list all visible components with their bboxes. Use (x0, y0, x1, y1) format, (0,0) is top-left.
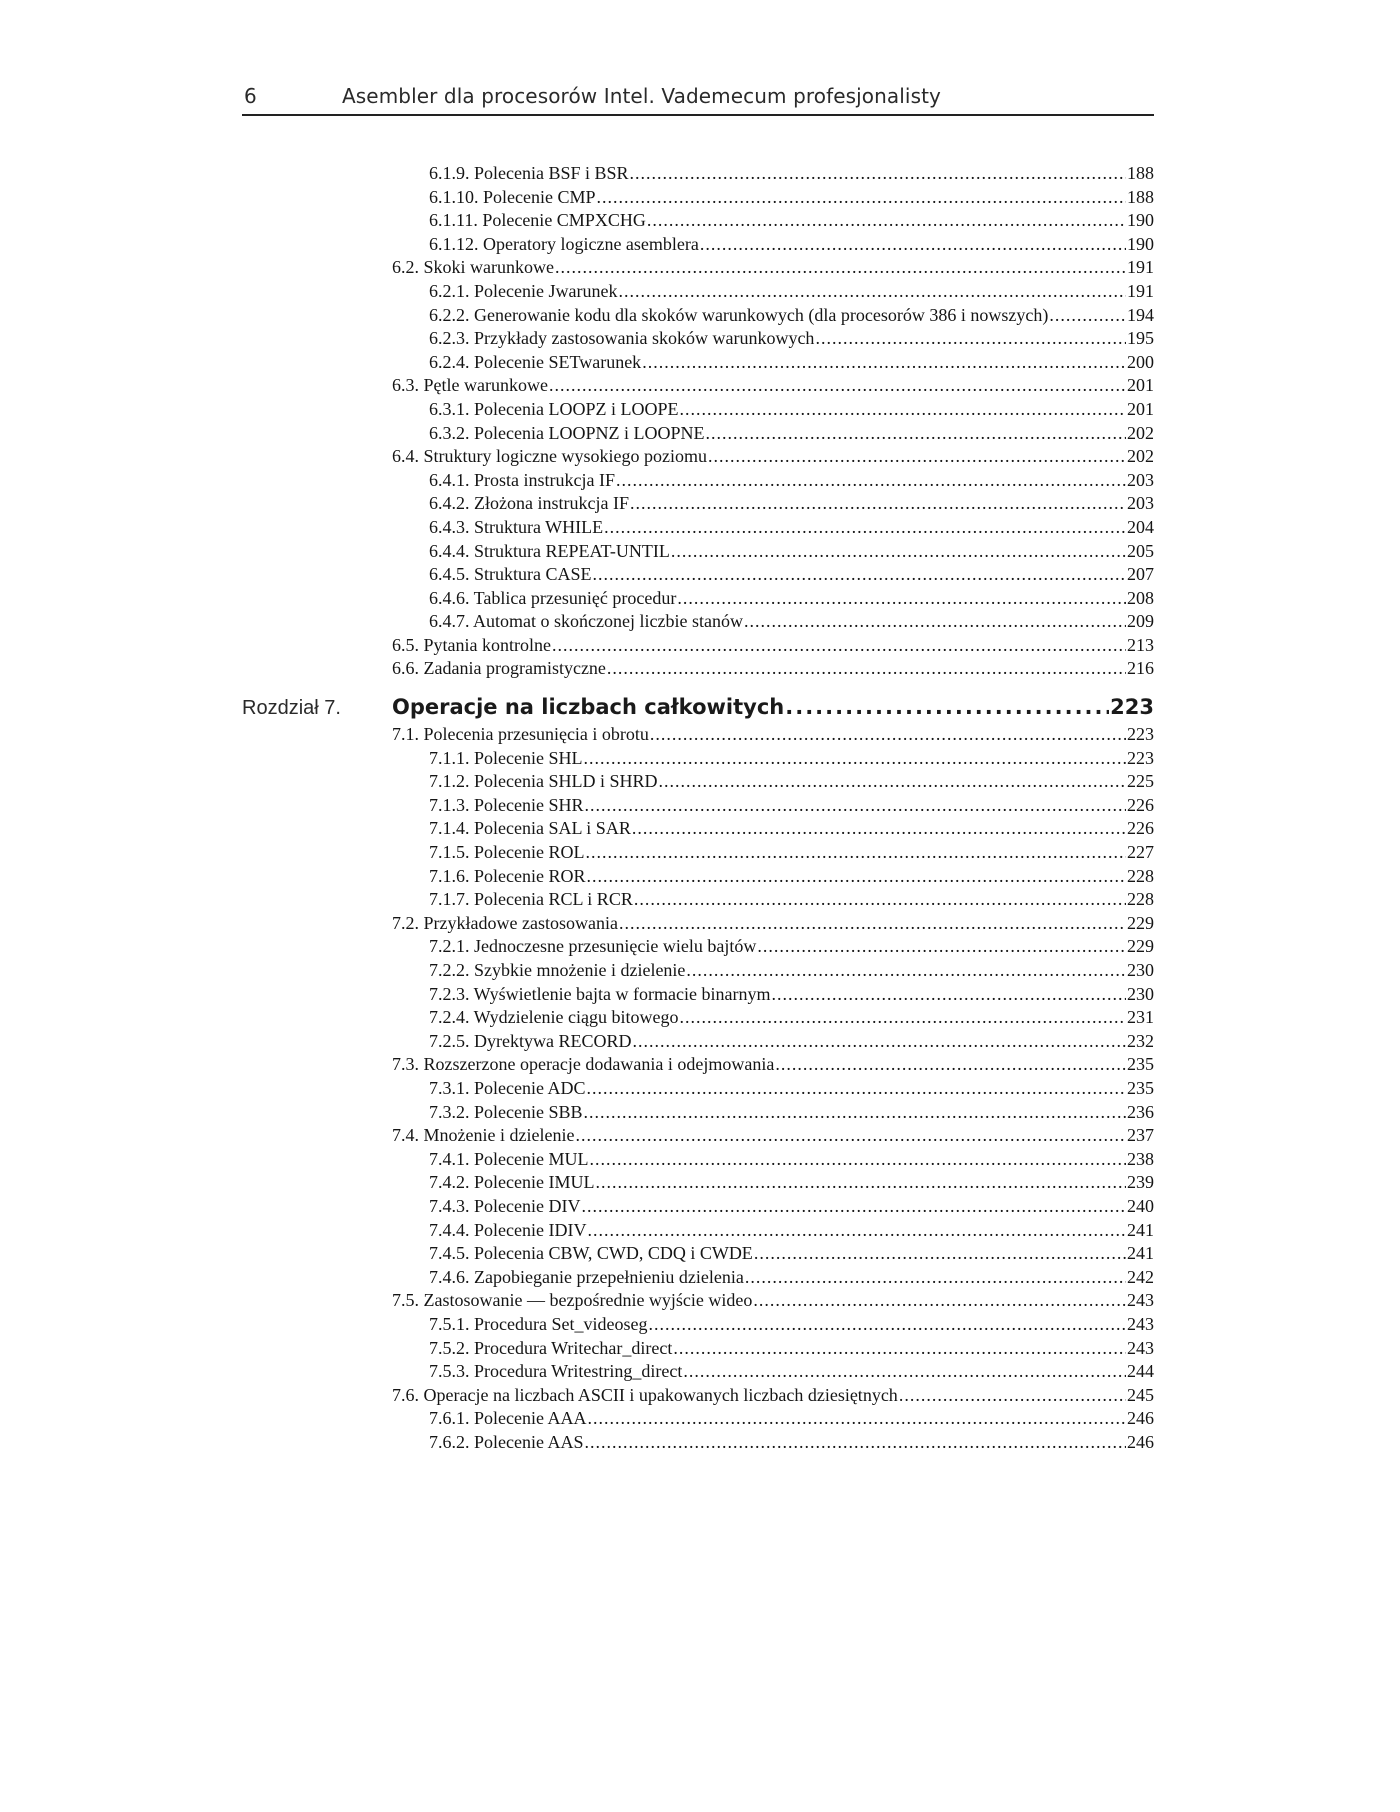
toc-subsection-row (242, 1431, 1154, 1455)
toc-page-number: 235 (1127, 1054, 1154, 1075)
toc-page-number: 204 (1127, 516, 1154, 537)
toc-entry-title: 6.2.1. Polecenie Jwarunek (429, 280, 618, 301)
toc-entry-title: 7.2.4. Wydzielenie ciągu bitowego (429, 1007, 679, 1028)
toc-entry-title: 7.5.1. Procedura Set_videoseg (429, 1313, 648, 1334)
toc-page-number: 223 (1110, 695, 1154, 720)
dot-leader (771, 983, 1126, 1007)
toc-subsection-row (242, 1101, 1154, 1125)
toc-subsection-row (242, 469, 1154, 493)
toc-page-number: 230 (1127, 983, 1154, 1004)
toc-entry-title: 7.4. Mnożenie i dzielenie (392, 1125, 575, 1146)
toc-subsection-row (242, 770, 1154, 794)
table-of-contents (242, 162, 1154, 1454)
dot-leader (586, 1077, 1126, 1101)
toc-page-number: 229 (1127, 912, 1154, 933)
toc-entry-title: 6.4. Struktury logiczne wysokiego poziomu (392, 446, 707, 467)
dot-leader (708, 445, 1126, 469)
toc-entry-title: 7.1.4. Polecenia SAL i SAR (429, 818, 631, 839)
toc-entry-title: 7.2.3. Wyświetlenie bajta w formacie binarnym (429, 983, 771, 1004)
toc-page-number: 208 (1127, 587, 1154, 608)
dot-leader (673, 1337, 1126, 1361)
toc-page-number: 203 (1127, 493, 1154, 514)
toc-subsection-row (242, 1313, 1154, 1337)
toc-page-number: 243 (1127, 1290, 1154, 1311)
toc-page-number: 200 (1127, 351, 1154, 372)
toc-subsection-row (242, 280, 1154, 304)
toc-subsection-row (242, 1148, 1154, 1172)
toc-entry-title: 7.1.6. Polecenie ROR (429, 865, 586, 886)
toc-section-row (242, 1053, 1154, 1077)
toc-subsection-row (242, 563, 1154, 587)
chapter-label: Rozdział 7. (242, 697, 341, 720)
toc-page-number: 245 (1127, 1384, 1154, 1405)
dot-leader (587, 1219, 1126, 1243)
toc-page-number: 188 (1127, 163, 1154, 183)
toc-page-number: 236 (1127, 1101, 1154, 1122)
dot-leader (593, 563, 1126, 587)
toc-page-number: 213 (1127, 634, 1154, 655)
toc-page-number: 207 (1127, 564, 1154, 585)
toc-page-number: 232 (1127, 1030, 1154, 1051)
toc-entry-title: 7.3.1. Polecenie ADC (429, 1077, 586, 1098)
toc-subsection-row (242, 304, 1154, 328)
dot-leader (583, 747, 1126, 771)
toc-page-number: 195 (1127, 328, 1154, 349)
toc-page-number: 240 (1127, 1195, 1154, 1216)
dot-leader (744, 610, 1126, 634)
toc-page-number: 188 (1127, 186, 1154, 207)
toc-entry-title: 6.3. Pętle warunkowe (392, 375, 548, 396)
toc-entry-title: 7.2.1. Jednoczesne przesunięcie wielu bajtów (429, 936, 757, 957)
dot-leader (671, 540, 1126, 564)
toc-page-number: 246 (1127, 1408, 1154, 1429)
page-number: 6 (244, 84, 257, 108)
toc-page-number: 201 (1127, 398, 1154, 419)
dot-leader (1049, 304, 1126, 328)
toc-page-number: 202 (1127, 422, 1154, 443)
toc-subsection-row (242, 209, 1154, 233)
dot-leader (757, 935, 1126, 959)
toc-entry-title: 7.2.2. Szybkie mnożenie i dzielenie (429, 960, 686, 980)
toc-page-number: 201 (1127, 375, 1154, 396)
toc-page-number: 191 (1127, 257, 1154, 278)
toc-entry-title: 7.2.5. Dyrektywa RECORD (429, 1030, 632, 1051)
dot-leader (552, 634, 1126, 658)
dot-leader (584, 1101, 1127, 1125)
toc-entry-title: 6.3.2. Polecenia LOOPNZ i LOOPNE (429, 422, 705, 443)
toc-entry-title: 7.5.3. Procedura Writestring_direct (429, 1361, 683, 1382)
toc-subsection-row (242, 1266, 1154, 1290)
toc-section-row (242, 634, 1154, 658)
toc-entry-title: 7.4.4. Polecenie IDIV (429, 1219, 587, 1240)
toc-page-number: 230 (1127, 960, 1154, 980)
toc-section-row (242, 1124, 1154, 1148)
toc-page-number: 223 (1127, 724, 1154, 745)
dot-leader (815, 327, 1126, 351)
toc-page-number: 209 (1127, 611, 1154, 632)
toc-entry-title: 7.3.2. Polecenie SBB (429, 1101, 583, 1122)
toc-entry-title: 7.5.2. Procedura Writechar_direct (429, 1337, 673, 1358)
dot-leader (775, 1053, 1126, 1077)
toc-subsection-row (242, 983, 1154, 1007)
toc-subsection-row (242, 162, 1154, 186)
dot-leader (630, 162, 1126, 186)
toc-page-number: 238 (1127, 1148, 1154, 1169)
toc-entry-title: 7.3. Rozszerzone operacje dodawania i odejmowania (392, 1054, 775, 1075)
dot-leader (745, 1266, 1126, 1290)
toc-entry-title: 7.6.1. Polecenie AAA (429, 1408, 587, 1429)
dot-leader (607, 657, 1126, 681)
toc-entry-title: 6.1.10. Polecenie CMP (429, 186, 596, 207)
dot-leader (686, 959, 1126, 983)
running-title: Asembler dla procesorów Intel. Vademecum profesjonalisty (342, 84, 941, 108)
toc-page-number: 237 (1127, 1125, 1154, 1146)
toc-page-number: 229 (1127, 936, 1154, 957)
dot-leader (680, 1006, 1126, 1030)
toc-page-number: 190 (1127, 210, 1154, 231)
toc-page-number: 246 (1127, 1431, 1154, 1452)
dot-leader (632, 1030, 1126, 1054)
toc-entry-title: 6.6. Zadania programistyczne (392, 658, 606, 679)
toc-chapter-row (242, 687, 1154, 727)
toc-section-row (242, 374, 1154, 398)
toc-page-number: 235 (1127, 1077, 1154, 1098)
dot-leader (585, 841, 1126, 865)
dot-leader (785, 687, 1109, 727)
toc-subsection-row (242, 1407, 1154, 1431)
toc-subsection-row (242, 422, 1154, 446)
toc-entry-title: 7.4.2. Polecenie IMUL (429, 1172, 595, 1193)
dot-leader (630, 492, 1126, 516)
toc-subsection-row (242, 587, 1154, 611)
toc-entry-title: 6.2.2. Generowanie kodu dla skoków warunkowych (dla procesorów 386 i nowszych) (429, 304, 1049, 325)
toc-subsection-row (242, 1337, 1154, 1361)
toc-section-row (242, 1289, 1154, 1313)
dot-leader (647, 209, 1126, 233)
toc-subsection-row (242, 1006, 1154, 1030)
toc-page-number: 241 (1127, 1219, 1154, 1240)
toc-subsection-row (242, 1360, 1154, 1384)
toc-subsection-row (242, 1242, 1154, 1266)
dot-leader (618, 280, 1126, 304)
toc-page-number: 228 (1127, 889, 1154, 910)
dot-leader (585, 1431, 1127, 1455)
page-header (242, 82, 1154, 116)
toc-page-number: 243 (1127, 1313, 1154, 1334)
toc-entry-title: 7.1.5. Polecenie ROL (429, 842, 585, 863)
toc-entry-title: 6.4.2. Złożona instrukcja IF (429, 493, 629, 514)
toc-subsection-row (242, 888, 1154, 912)
toc-subsection-row (242, 841, 1154, 865)
toc-subsection-row (242, 1030, 1154, 1054)
toc-subsection-row (242, 398, 1154, 422)
toc-section-row (242, 256, 1154, 280)
toc-subsection-row (242, 233, 1154, 257)
dot-leader (634, 888, 1126, 912)
dot-leader (585, 794, 1127, 818)
toc-entry-title: 7.4.1. Polecenie MUL (429, 1148, 589, 1169)
toc-entry-title: 6.1.11. Polecenie CMPXCHG (429, 210, 646, 231)
dot-leader (705, 422, 1126, 446)
toc-entry-title: 6.4.3. Struktura WHILE (429, 516, 604, 537)
toc-entry-title: 6.2. Skoki warunkowe (392, 257, 554, 278)
toc-entry-title: 6.4.1. Prosta instrukcja IF (429, 469, 615, 490)
dot-leader (650, 723, 1126, 747)
toc-subsection-row (242, 327, 1154, 351)
toc-entry-title: 6.1.12. Operatory logiczne asemblera (429, 233, 699, 254)
toc-section-row (242, 657, 1154, 681)
toc-page-number: 205 (1127, 540, 1154, 561)
toc-subsection-row (242, 540, 1154, 564)
toc-subsection-row (242, 1077, 1154, 1101)
dot-leader (679, 398, 1126, 422)
toc-entry-title: 6.3.1. Polecenia LOOPZ i LOOPE (429, 398, 679, 419)
toc-subsection-row (242, 610, 1154, 634)
toc-page-number: 242 (1127, 1266, 1154, 1287)
toc-entry-title: 6.4.4. Struktura REPEAT-UNTIL (429, 540, 670, 561)
toc-subsection-row (242, 1195, 1154, 1219)
toc-entry-title: 6.5. Pytania kontrolne (392, 634, 551, 655)
toc-entry-title: 6.2.3. Przykłady zastosowania skoków warunkowych (429, 328, 815, 349)
toc-entry-title: 7.1.3. Polecenie SHR (429, 794, 584, 815)
dot-leader (642, 351, 1126, 375)
toc-entry-title: 7.6. Operacje na liczbach ASCII i upakowanych liczbach dziesiętnych (392, 1384, 898, 1405)
toc-entry-title: 7.1.2. Polecenia SHLD i SHRD (429, 771, 658, 792)
dot-leader (753, 1289, 1126, 1313)
toc-entry-title: 6.4.5. Struktura CASE (429, 564, 592, 585)
toc-page-number: 244 (1127, 1361, 1154, 1382)
toc-entry-title: Operacje na liczbach całkowitych (392, 695, 785, 720)
toc-page-number: 216 (1127, 658, 1154, 679)
toc-subsection-row (242, 516, 1154, 540)
toc-entry-title: 7.1.1. Polecenie SHL (429, 747, 583, 768)
toc-subsection-row (242, 935, 1154, 959)
toc-entry-title: 7.1.7. Polecenia RCL i RCR (429, 889, 633, 910)
toc-entry-title: 7.6.2. Polecenie AAS (429, 1431, 584, 1452)
toc-page-number: 202 (1127, 446, 1154, 467)
dot-leader (677, 587, 1126, 611)
toc-page-number: 223 (1127, 747, 1154, 768)
toc-page-number: 243 (1127, 1337, 1154, 1358)
toc-subsection-row (242, 1219, 1154, 1243)
dot-leader (589, 1148, 1126, 1172)
toc-page-number: 203 (1127, 469, 1154, 490)
toc-entry-title: 7.1. Polecenia przesunięcia i obrotu (392, 724, 649, 745)
toc-entry-title: 6.1.9. Polecenia BSF i BSR (429, 163, 629, 183)
dot-leader (604, 516, 1126, 540)
dot-leader (555, 256, 1126, 280)
toc-page-number: 241 (1127, 1243, 1154, 1264)
dot-leader (586, 865, 1126, 889)
toc-page-number: 226 (1127, 794, 1154, 815)
dot-leader (619, 912, 1126, 936)
toc-section-row (242, 445, 1154, 469)
dot-leader (595, 1171, 1126, 1195)
toc-page-number: 226 (1127, 818, 1154, 839)
toc-page-number: 227 (1127, 842, 1154, 863)
toc-entry-title: 7.5. Zastosowanie — bezpośrednie wyjście wideo (392, 1290, 753, 1311)
toc-entry-title: 6.2.4. Polecenie SETwarunek (429, 351, 642, 372)
toc-entry-title: 7.4.5. Polecenia CBW, CWD, CDQ i CWDE (429, 1243, 753, 1264)
dot-leader (648, 1313, 1126, 1337)
toc-section-row (242, 912, 1154, 936)
toc-entry-title: 7.4.6. Zapobieganie przepełnieniu dzielenia (429, 1266, 744, 1287)
toc-subsection-row (242, 186, 1154, 210)
toc-section-row (242, 1384, 1154, 1408)
dot-leader (597, 186, 1127, 210)
dot-leader (700, 233, 1126, 257)
toc-subsection-row (242, 351, 1154, 375)
dot-leader (899, 1384, 1126, 1408)
toc-page-number: 228 (1127, 865, 1154, 886)
toc-subsection-row (242, 794, 1154, 818)
toc-subsection-row (242, 1171, 1154, 1195)
dot-leader (549, 374, 1126, 398)
toc-page-number: 194 (1127, 304, 1154, 325)
dot-leader (632, 817, 1126, 841)
dot-leader (587, 1407, 1126, 1431)
toc-entry-title: 7.4.3. Polecenie DIV (429, 1195, 581, 1216)
toc-page-number: 225 (1127, 771, 1154, 792)
toc-page-number: 190 (1127, 233, 1154, 254)
toc-subsection-row (242, 817, 1154, 841)
toc-page-number: 239 (1127, 1172, 1154, 1193)
dot-leader (581, 1195, 1126, 1219)
dot-leader (575, 1124, 1126, 1148)
toc-subsection-row (242, 492, 1154, 516)
toc-entry-title: 7.2. Przykładowe zastosowania (392, 912, 618, 933)
dot-leader (659, 770, 1127, 794)
dot-leader (754, 1242, 1126, 1266)
toc-entry-title: 6.4.7. Automat o skończonej liczbie stanów (429, 611, 743, 632)
dot-leader (683, 1360, 1126, 1384)
toc-page-number: 191 (1127, 280, 1154, 301)
toc-subsection-row (242, 959, 1154, 983)
dot-leader (616, 469, 1126, 493)
toc-subsection-row (242, 865, 1154, 889)
toc-subsection-row (242, 747, 1154, 771)
toc-entry-title: 6.4.6. Tablica przesunięć procedur (429, 587, 677, 608)
toc-page-number: 231 (1127, 1007, 1154, 1028)
